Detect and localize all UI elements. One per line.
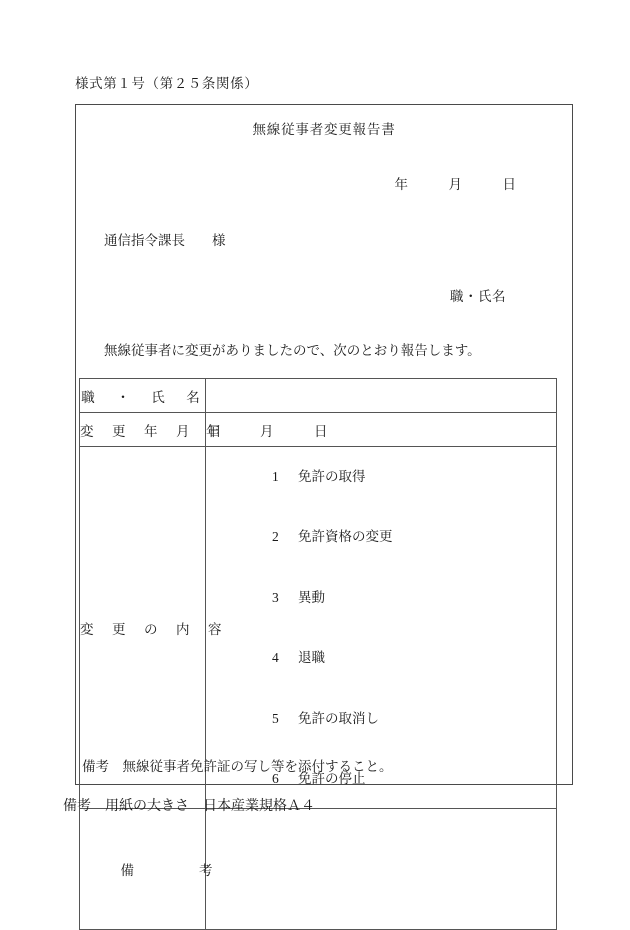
option-label: 異動 (298, 589, 325, 605)
option-number: 4 (272, 650, 279, 665)
form-number-label: 様式第１号（第２５条関係） (75, 76, 259, 91)
submission-date-line: 年 月 日 (394, 177, 516, 192)
option-number: 3 (272, 589, 279, 605)
change-option[interactable] (216, 456, 556, 497)
option-label: 免許資格の変更 (298, 529, 393, 544)
row-value-change-date[interactable]: 年 月 日 (206, 413, 557, 447)
row-label-change-content: 変 更 の 内 容 (80, 447, 206, 809)
table-footnote: 備考 無線従事者免許証の写し等を添付すること。 (82, 759, 393, 774)
option-label: 退職 (298, 650, 325, 665)
report-table (79, 378, 557, 930)
change-option[interactable] (216, 698, 556, 739)
row-label-name: 職 ・ 氏 名 (80, 379, 206, 413)
table-row-change-date (80, 413, 557, 447)
body-statement: 無線従事者に変更がありましたので、次のとおり報告します。 (104, 343, 481, 358)
table-row-remarks (80, 809, 557, 930)
row-label-remarks-text: 備 考 (120, 863, 213, 878)
change-option[interactable] (216, 638, 556, 679)
row-label-change-date: 変 更 年 月 日 (80, 413, 206, 447)
addressee-line: 通信指令課長 様 (104, 233, 226, 248)
paper-size-note: 備考 用紙の大きさ 日本産業規格Ａ４ (63, 799, 315, 814)
row-label-remarks (80, 809, 213, 930)
option-number: 2 (272, 529, 279, 544)
signer-label: 職・氏名 (450, 289, 506, 304)
option-number: 6 (272, 771, 279, 786)
option-number: 1 (272, 468, 279, 484)
option-label: 免許の取得 (298, 468, 366, 484)
row-value-name[interactable] (206, 379, 557, 413)
change-options-list (206, 447, 556, 808)
table-row-name (80, 379, 557, 413)
option-number: 5 (272, 710, 279, 726)
change-option[interactable] (216, 517, 556, 558)
document-title: 無線従事者変更報告書 (252, 122, 396, 137)
option-label: 免許の停止 (298, 771, 366, 786)
option-label: 免許の取消し (298, 710, 379, 726)
row-value-remarks[interactable] (206, 809, 557, 930)
change-option[interactable] (216, 577, 556, 618)
